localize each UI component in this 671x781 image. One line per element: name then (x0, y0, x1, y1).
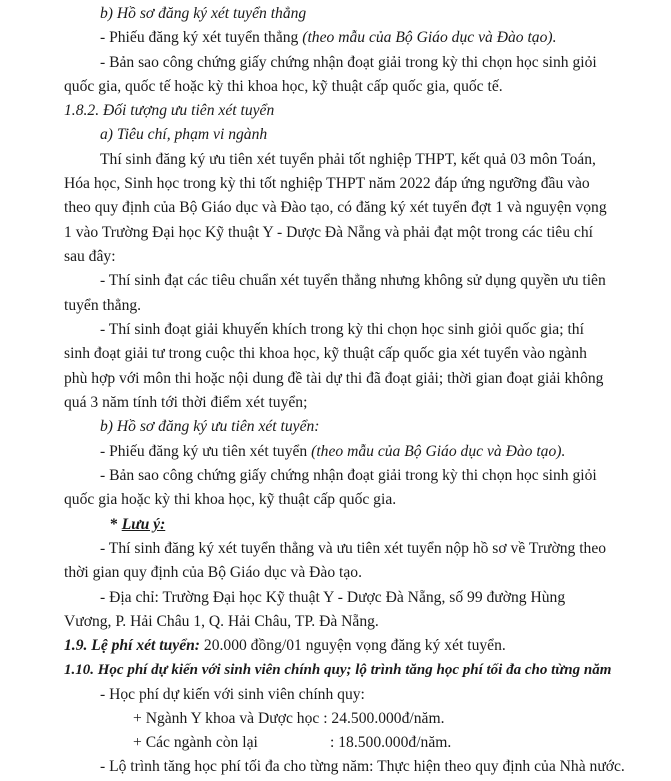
note-heading (110, 515, 165, 534)
paragraph-line: tuyển thẳng. (64, 297, 142, 314)
tuition-label: + Các ngành còn lại (133, 734, 258, 751)
paragraph-line: - Học phí dự kiến với sinh viên chính quy: (100, 686, 365, 703)
paragraph-line: - Lộ trình tăng học phí tối đa cho từng năm: Thực hiện theo quy định của Nhà nước. (100, 758, 625, 775)
section-1-9-fee (64, 636, 506, 655)
italic-note: (theo mẫu của Bộ Giáo dục và Đào tạo). (311, 443, 566, 460)
paragraph-line: Hóa học, Sinh học trong kỳ thi tốt nghiệp THPT năm 2022 đáp ứng ngưỡng đầu vào (64, 175, 590, 192)
tuition-value: : 18.500.000đ/năm. (330, 734, 452, 751)
paragraph-line: phù hợp với môn thi hoặc nội dung đề tài dự thi đã đoạt giải; thời gian đoạt giải không (64, 370, 604, 387)
paragraph-line: - Thí sinh đoạt giải khuyến khích trong kỳ thi chọn học sinh giỏi quốc gia; thí (100, 321, 584, 338)
paragraph-line: Vương, P. Hải Châu 1, Q. Hải Châu, TP. Đà Nẵng. (64, 613, 379, 630)
paragraph-line: - Thí sinh đăng ký xét tuyển thẳng và ưu tiên xét tuyển nộp hồ sơ về Trường theo (100, 540, 607, 557)
italic-note: (theo mẫu của Bộ Giáo dục và Đào tạo). (302, 29, 557, 46)
text-run: - Phiếu đăng ký ưu tiên xét tuyển (100, 443, 312, 460)
tuition-label: + Ngành Y khoa và Dược học (133, 710, 320, 727)
paragraph-line: quá 3 năm tính tới thời điểm xét tuyển; (64, 394, 308, 411)
paragraph-line (100, 442, 565, 461)
paragraph-line: - Thí sinh đạt các tiêu chuẩn xét tuyển thẳng nhưng không sử dụng quyền ưu tiên (100, 272, 606, 289)
section-heading-1-8-2: 1.8.2. Đối tượng ưu tiên xét tuyển (64, 102, 275, 119)
paragraph-line: Thí sinh đăng ký ưu tiên xét tuyển phải tốt nghiệp THPT, kết quả 03 môn Toán, (100, 151, 596, 168)
tuition-row-other-majors (133, 733, 451, 752)
tuition-value: : 24.500.000đ/năm. (323, 710, 445, 727)
fee-value: 20.000 đồng/01 nguyện vọng đăng ký xét tuyển. (200, 637, 506, 654)
paragraph-line: thời gian quy định của Bộ Giáo dục và Đào tạo. (64, 564, 362, 581)
paragraph-line (100, 28, 556, 47)
note-label: Lưu ý: (121, 516, 166, 533)
paragraph-line: - Bản sao công chứng giấy chứng nhận đoạt giải trong kỳ thi chọn học sinh giỏi (100, 467, 597, 484)
paragraph-line: quốc gia hoặc kỳ thi khoa học, kỹ thuật cấp quốc gia. (64, 491, 397, 508)
paragraph-line: theo quy định của Bộ Giáo dục và Đào tạo, có đăng ký xét tuyển đợt 1 và nguyện vọng (64, 199, 607, 216)
paragraph-line: 1 vào Trường Đại học Kỹ thuật Y - Dược Đà Nẵng và phải đạt một trong các tiêu chí (64, 224, 593, 241)
subheading-criteria: a) Tiêu chí, phạm vi ngành (100, 126, 268, 143)
paragraph-line: - Địa chỉ: Trường Đại học Kỹ thuật Y - Dược Đà Nẵng, số 99 đường Hùng (100, 589, 566, 606)
tuition-row-medicine-pharmacy (133, 709, 444, 728)
asterisk: * (110, 516, 122, 533)
text-run: - Phiếu đăng ký xét tuyển thẳng (100, 29, 303, 46)
subheading-priority-dossier: b) Hồ sơ đăng ký ưu tiên xét tuyển: (100, 418, 320, 435)
paragraph-line: sinh đoạt giải tư trong cuộc thi khoa học, kỹ thuật cấp quốc gia xét tuyển vào ngành (64, 345, 587, 362)
subheading-direct-admission-dossier: b) Hồ sơ đăng ký xét tuyển thẳng (100, 5, 307, 22)
section-heading-1-10: 1.10. Học phí dự kiến với sinh viên chính quy; lộ trình tăng học phí tối đa cho từng năm (64, 662, 612, 678)
paragraph-line: - Bản sao công chứng giấy chứng nhận đoạt giải trong kỳ thi chọn học sinh giỏi (100, 54, 597, 71)
section-heading-1-9: 1.9. Lệ phí xét tuyển: (64, 637, 200, 654)
paragraph-line: quốc gia, quốc tế hoặc kỳ thi khoa học, kỹ thuật cấp quốc gia, quốc tế. (64, 78, 503, 95)
paragraph-line: sau đây: (64, 248, 116, 265)
